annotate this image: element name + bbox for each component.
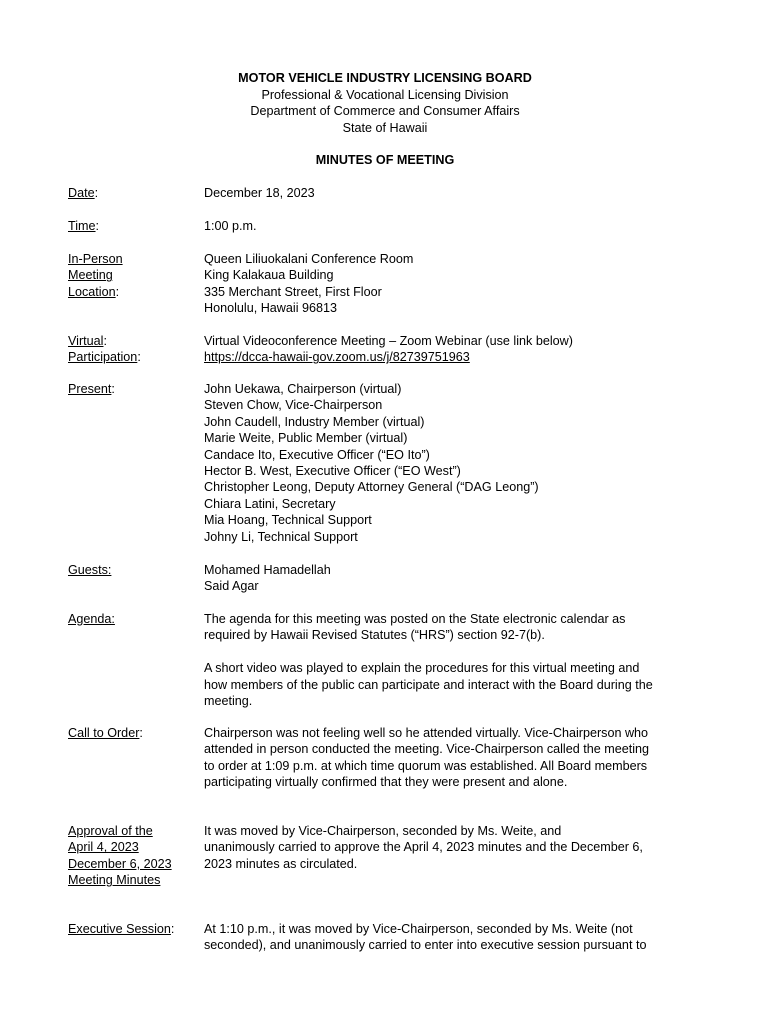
approval-text: It was moved by Vice-Chairperson, seconded by Ms. Weite, and unanimously carried to approve the April 4, 2023 minutes and the December 6, 2023 minutes as circulated. <box>204 824 643 871</box>
minutes-title: MINUTES OF MEETING <box>315 153 455 167</box>
time-label: Time: <box>68 219 100 233</box>
guests-list <box>204 562 704 595</box>
location-value: Queen Liliuokalani Conference Room King Kalakaua Building 335 Merchant Street, First Floor Honolulu, Hawaii 96813 <box>204 252 414 316</box>
executive-session-label: Executive Session: <box>68 922 175 936</box>
present-list <box>204 381 704 545</box>
list-item: Said Agar <box>204 579 259 594</box>
list-item: Mia Hoang, Technical Support <box>204 513 372 528</box>
virtual-value: Virtual Videoconference Meeting – Zoom Webinar (use link below) https://dcca-hawaii-gov.zoom.us/j/82739751963 <box>204 334 573 365</box>
date-value: December 18, 2023 <box>204 186 315 200</box>
present-label: Present: <box>68 382 115 396</box>
approval-label: Approval of the April 4, 2023 December 6, 2023 Meeting Minutes <box>68 824 172 888</box>
list-item: Johny Li, Technical Support <box>204 529 358 544</box>
guests-label: Guests: <box>68 563 112 577</box>
division-name: Professional & Vocational Licensing Division <box>261 87 509 102</box>
list-item: Chiara Latini, Secretary <box>204 496 336 511</box>
agenda-text: The agenda for this meeting was posted on the State electronic calendar as required by Hawaii Revised Statutes (“HRS”) section 92-7(b). A short video was played to explain the procedures for this virtual meeting and how members of the public can participate and interact with the Board during the meeting. <box>204 612 653 709</box>
list-item: Hector B. West, Executive Officer (“EO West”) <box>204 464 461 479</box>
list-item: Steven Chow, Vice-Chairperson <box>204 398 383 413</box>
time-value: 1:00 p.m. <box>204 219 257 233</box>
board-name: MOTOR VEHICLE INDUSTRY LICENSING BOARD <box>238 71 532 85</box>
call-to-order-text: Chairperson was not feeling well so he attended virtually. Vice-Chairperson who attended in person conducted the meeting. Vice-Chairperson called the meeting to order at 1:09 p.m. at which time quorum was established. All Board members participating virtually confirmed that they were present and alone. <box>204 726 650 790</box>
location-label: In-Person Meeting Location: <box>68 252 123 299</box>
call-to-order-label: Call to Order: <box>68 726 143 740</box>
virtual-label: Virtual: Participation: <box>68 334 141 365</box>
list-item: Christopher Leong, Deputy Attorney General (“DAG Leong”) <box>204 480 539 495</box>
agenda-label: Agenda: <box>68 612 115 626</box>
executive-session-text: At 1:10 p.m., it was moved by Vice-Chairperson, seconded by Ms. Weite (not seconded), and unanimously carried to enter into executive session pursuant to <box>204 922 647 953</box>
document-header <box>0 70 770 136</box>
list-item: Mohamed Hamadellah <box>204 563 331 577</box>
department-name: Department of Commerce and Consumer Affairs <box>250 104 520 118</box>
list-item: Candace Ito, Executive Officer (“EO Ito”) <box>204 447 430 462</box>
list-item: Marie Weite, Public Member (virtual) <box>204 431 408 446</box>
zoom-link[interactable]: https://dcca-hawaii-gov.zoom.us/j/82739751963 <box>204 350 470 365</box>
state-name: State of Hawaii <box>342 120 428 135</box>
list-item: John Uekawa, Chairperson (virtual) <box>204 382 402 396</box>
list-item: John Caudell, Industry Member (virtual) <box>204 414 425 429</box>
date-label: Date: <box>68 186 99 200</box>
